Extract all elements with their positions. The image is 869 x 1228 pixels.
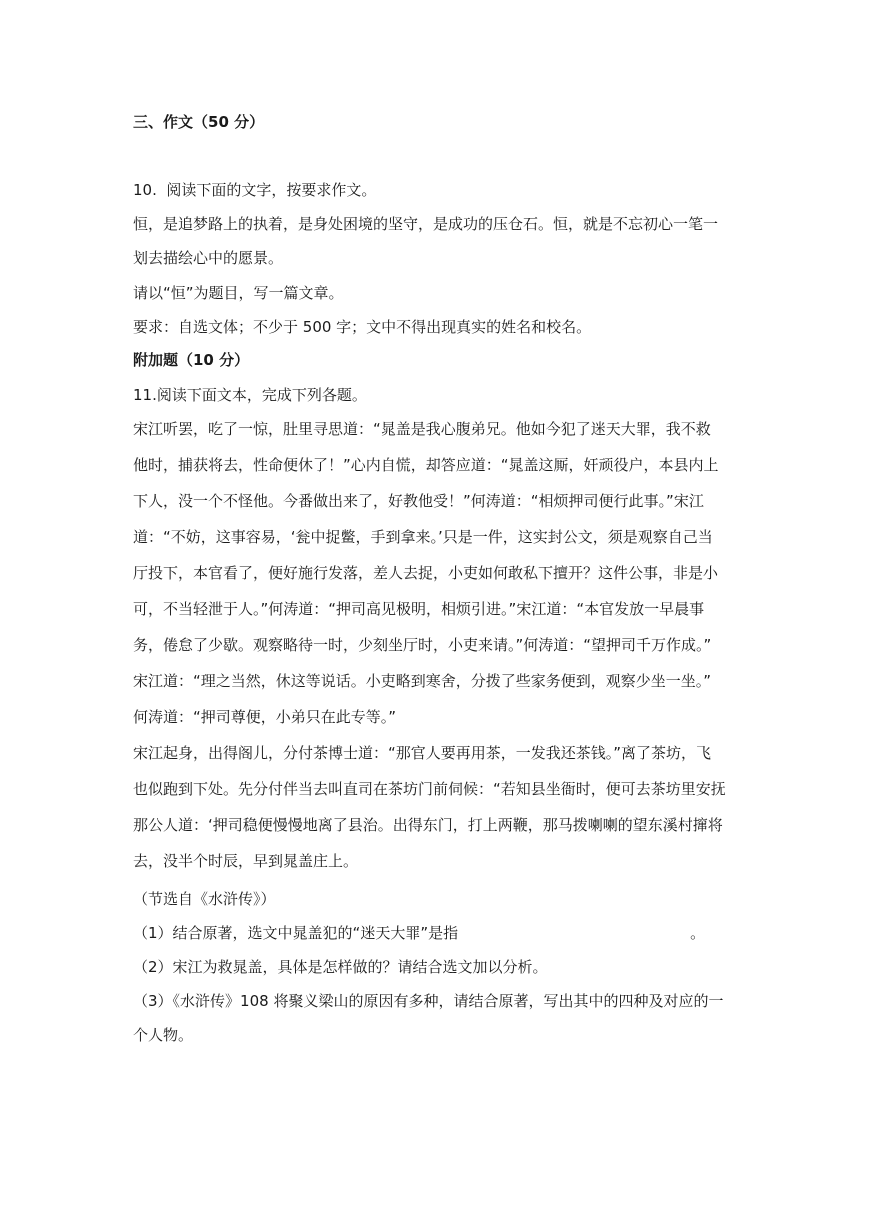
material-line: 划去描绘心中的愿景。 <box>133 249 284 267</box>
section-heading-composition: 三、作文（50 分） <box>133 113 265 131</box>
question-number: 10. <box>133 181 157 199</box>
passage-line: 务，倦怠了少歇。观察略待一时，少刻坐厅时，小吏来请。”何涛道：“望押司千万作成。” <box>133 636 712 654</box>
passage-line: 去，没半个时辰，早到晁盖庄上。 <box>133 852 359 870</box>
passage-line: 下人，没一个不怪他。今番做出来了，好教他受！”何涛道：“相烦押司便行此事。”宋江 <box>133 492 704 510</box>
question-11-intro: 11.阅读下面文本，完成下列各题。 <box>133 386 367 404</box>
passage-line: 也似跑到下处。先分付伴当去叫直司在茶坊门前伺候：“若知县坐衙时，便可去茶坊里安抚 <box>133 780 726 798</box>
sub-question-3-line: 个人物。 <box>133 1026 194 1044</box>
passage-line: 可，不当轻泄于人。”何涛道：“押司高见极明，相烦引进。”宋江道：“本官发放一早晨事 <box>133 600 705 618</box>
essay-requirements: 要求：自选文体；不少于 500 字；文中不得出现真实的姓名和校名。 <box>133 318 592 336</box>
sub-question-1-end: 。 <box>690 924 706 942</box>
bonus-heading: 附加题（10 分） <box>133 351 250 369</box>
passage-line: 何涛道：“押司尊便，小弟只在此专等。” <box>133 708 397 726</box>
question-prompt-text: 阅读下面的文字，按要求作文。 <box>166 181 377 199</box>
sub-question-1 <box>133 923 705 943</box>
sub-question-2: （2）宋江为救晁盖，具体是怎样做的？请结合选文加以分析。 <box>133 958 548 976</box>
passage-line: 那公人道：‘押司稳便慢慢地离了县治。出得东门，打上两鞭，那马拨喇喇的望东溪村撺将 <box>133 816 723 834</box>
passage-line: 他时，捕获将去，性命便休了！”心内自慌，却答应道：“晁盖这厮，奸顽役户，本县内上 <box>133 456 719 474</box>
sub-question-3-line: （3）《水浒传》108 将聚义梁山的原因有多种，请结合原著，写出其中的四种及对应的一 <box>133 992 724 1010</box>
passage-line: 道：“不妨，这事容易，‘瓮中捉鳖，手到拿来。’只是一件，这实封公文，须是观察自己当 <box>133 528 713 546</box>
passage-source: （节选自《水浒传》） <box>133 890 276 908</box>
essay-topic: 请以“恒”为题目，写一篇文章。 <box>133 284 344 302</box>
sub-question-1-text: （1）结合原著，选文中晁盖犯的“迷天大罪”是指 <box>133 924 459 942</box>
question-10-prompt <box>133 180 376 200</box>
passage-line: 厅投下，本官看了，便好施行发落，差人去捉，小吏如何敢私下擅开？这件公事，非是小 <box>133 564 719 582</box>
passage-line: 宋江道：“理之当然，休这等说话。小吏略到寒舍，分拨了些家务便到，观察少坐一坐。” <box>133 672 712 690</box>
material-line: 恒，是追梦路上的执着，是身处困境的坚守，是成功的压仓石。恒，就是不忘初心一笔一 <box>133 215 719 233</box>
passage-line: 宋江起身，出得阁儿，分付茶博士道：“那官人要再用茶，一发我还茶钱。”离了茶坊，飞 <box>133 744 712 762</box>
passage-line: 宋江听罢，吃了一惊，肚里寻思道：“晁盖是我心腹弟兄。他如今犯了迷天大罪，我不救 <box>133 420 711 438</box>
